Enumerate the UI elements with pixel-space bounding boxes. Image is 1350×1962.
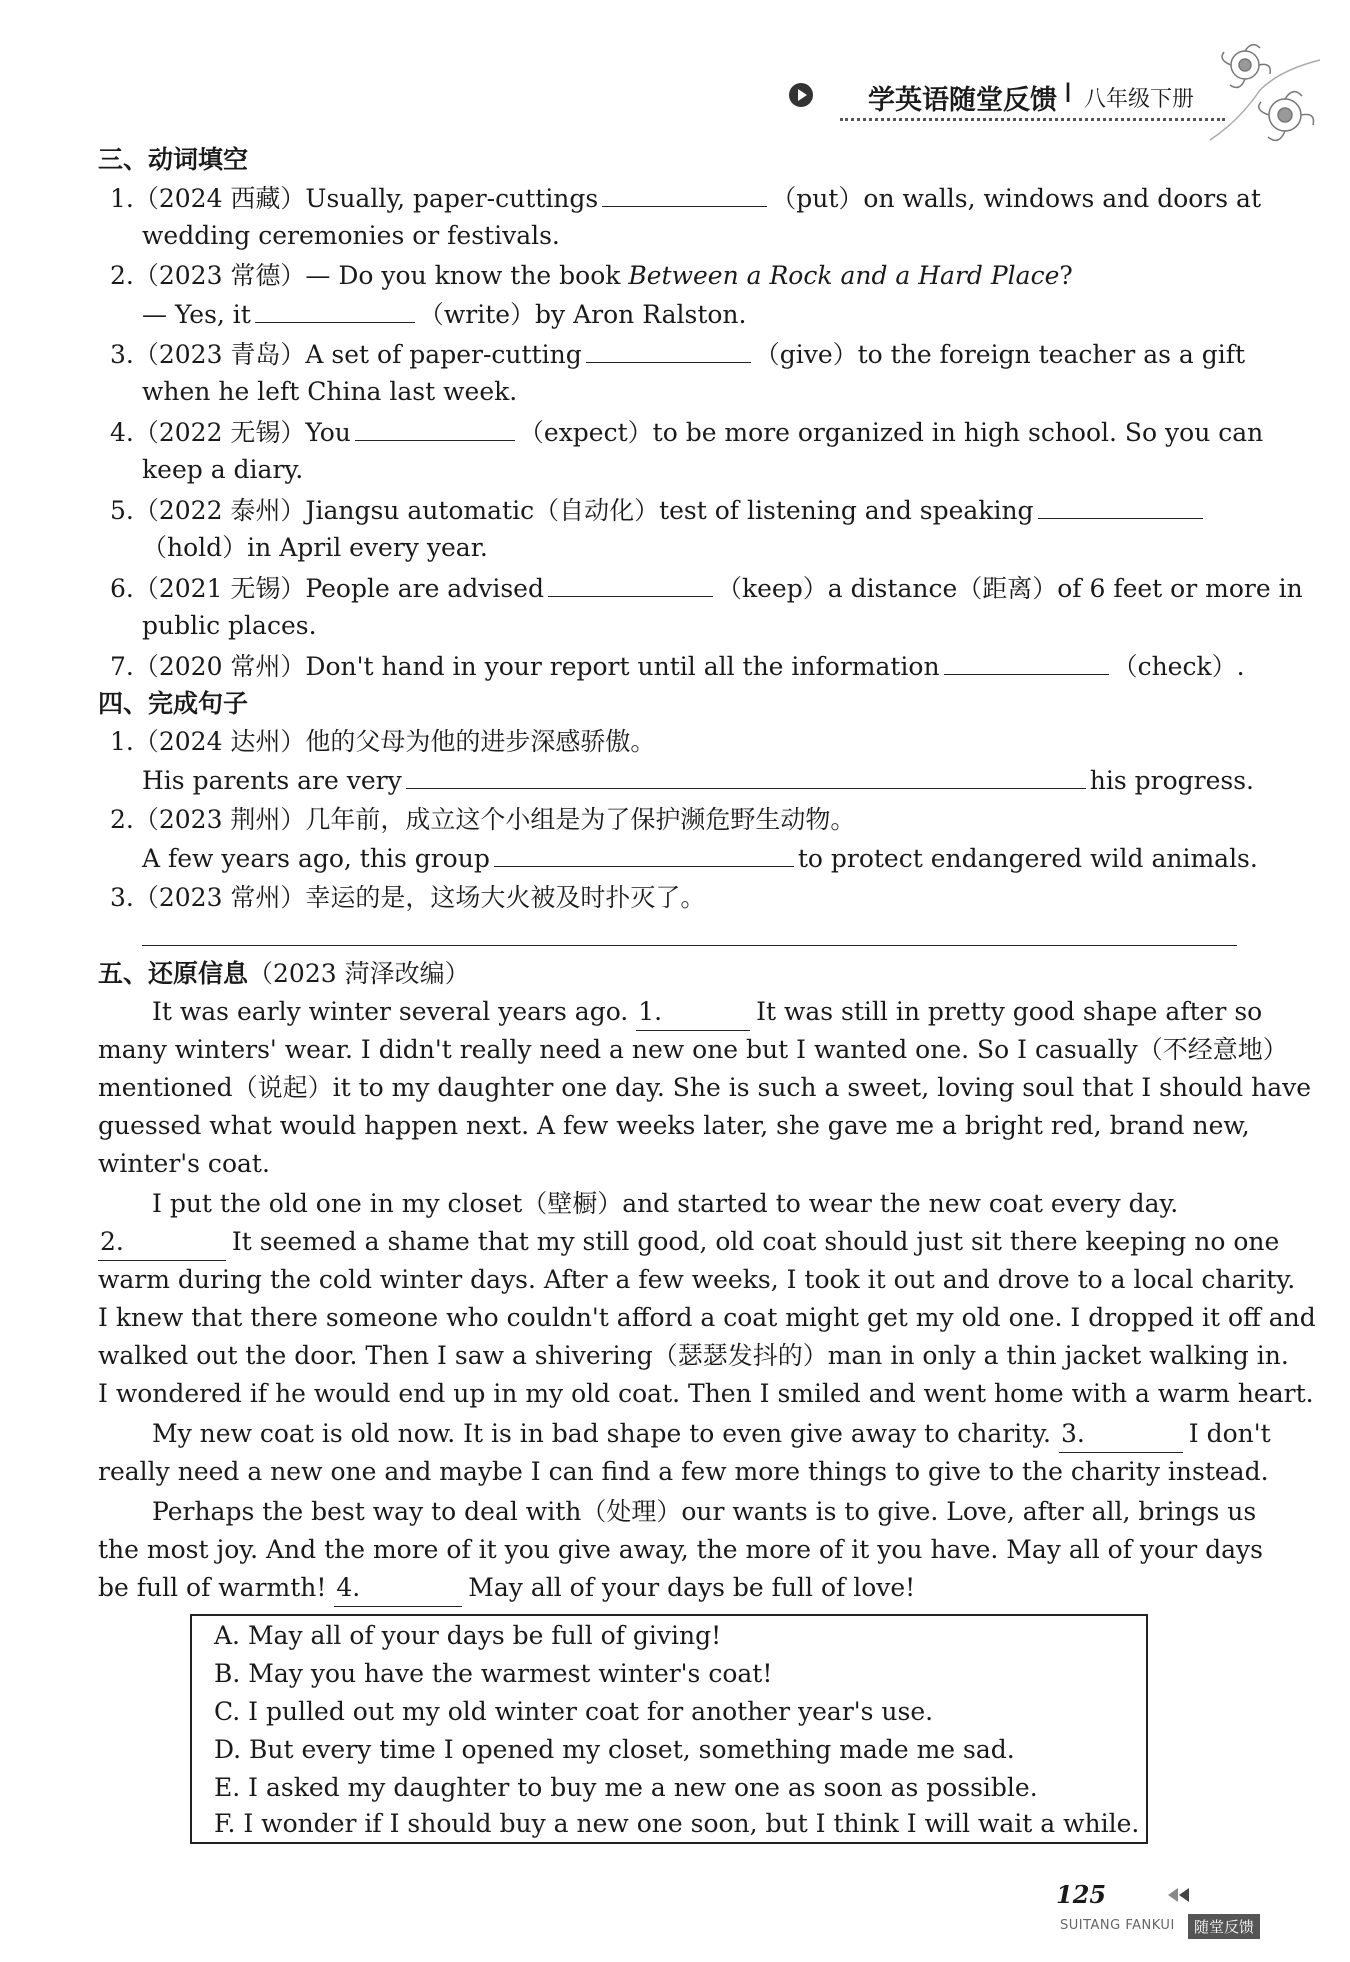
list-item: 5.（2022 泰州）Jiangsu automatic（自动化）test of listening and speaking [110, 492, 1207, 529]
paragraph-line: mentioned（说起）it to my daughter one day. She is such a sweet, loving soul that I should have [98, 1073, 1312, 1102]
section-title-complete-sentences: 四、完成句子 [98, 689, 249, 718]
answer-blank[interactable] [548, 570, 713, 597]
option-d: D. But every time I opened my closet, something made me sad. [214, 1735, 1015, 1764]
header-subtitle: 八年级下册 [1084, 87, 1195, 112]
section-source: （2023 菏泽改编） [248, 959, 470, 988]
section-title-restore-info: 五、还原信息（2023 菏泽改编） [98, 959, 470, 988]
paragraph-line: I wondered if he would end up in my old coat. Then I smiled and went home with a warm heart. [98, 1379, 1314, 1408]
paragraph-line: I put the old one in my closet（壁橱）and started to wear the new coat every day. [152, 1189, 1179, 1218]
page-header [788, 78, 1258, 128]
answer-blank[interactable] [1038, 492, 1203, 519]
option-c: C. I pulled out my old winter coat for another year's use. [214, 1697, 934, 1726]
list-item-continued: public places. [142, 611, 317, 640]
list-item-continued: A few years ago, this group to protect endangered wild animals. [142, 840, 1258, 877]
footer-brand [1060, 1912, 1270, 1938]
paragraph-line: walked out the door. Then I saw a shivering（瑟瑟发抖的）man in only a thin jacket walking in. [98, 1341, 1289, 1370]
list-item: 7.（2020 常州）Don't hand in your report until all the information （check）. [110, 648, 1245, 685]
paragraph-line: 2. It seemed a shame that my still good, old coat should just sit there keeping no one [98, 1224, 1279, 1261]
answer-line[interactable] [142, 945, 1237, 946]
option-b: B. May you have the warmest winter's coat! [214, 1659, 773, 1688]
list-item-continued: keep a diary. [142, 455, 304, 484]
header-title: 学英语随堂反馈 [868, 85, 1057, 116]
paragraph-line: Perhaps the best way to deal with（处理）our wants is to give. Love, after all, brings us [152, 1497, 1257, 1526]
section-title-verb-fill: 三、动词填空 [98, 145, 249, 174]
paragraph-line: many winters' wear. I didn't really need a new one but I wanted one. So I casually（不经意地） [98, 1035, 1288, 1064]
page-number: 125 [1056, 1880, 1107, 1909]
answer-blank[interactable] [406, 762, 1086, 789]
paragraph-line: the most joy. And the more of it you give away, the more of it you have. May all of your days [98, 1535, 1263, 1564]
double-arrow-left-icon [1168, 1888, 1190, 1902]
paragraph-line: I knew that there someone who couldn't afford a coat might get my old one. I dropped it off and [98, 1303, 1316, 1332]
answer-blank[interactable] [494, 840, 794, 867]
paragraph-line: It was early winter several years ago. 1. It was still in pretty good shape after so [152, 994, 1262, 1031]
paragraph-line: really need a new one and maybe I can find a few more things to give to the charity instead. [98, 1457, 1269, 1486]
passage-blank-1[interactable]: 1. [636, 994, 750, 1031]
passage-blank-3[interactable]: 3. [1059, 1416, 1183, 1453]
paragraph-line: My new coat is old now. It is in bad shape to even give away to charity. 3. I don't [152, 1416, 1271, 1453]
header-separator: I [1064, 78, 1072, 109]
answer-blank[interactable] [255, 296, 415, 323]
list-item: 2.（2023 荆州）几年前，成立这个小组是为了保护濒危野生动物。 [110, 805, 856, 834]
header-dotted-rule [840, 118, 1225, 121]
footer-brand-en: SUITANG FANKUI [1060, 1918, 1175, 1933]
paragraph-line: winter's coat. [98, 1149, 270, 1178]
option-f: F. I wonder if I should buy a new one soon, but I think I will wait a while. [214, 1809, 1140, 1838]
flower-decoration-icon [1200, 30, 1330, 160]
list-item-continued: when he left China last week. [142, 377, 518, 406]
play-circle-icon [788, 82, 814, 108]
list-item-continued: wedding ceremonies or festivals. [142, 221, 560, 250]
paragraph-line: be full of warmth! 4. May all of your days be full of love! [98, 1570, 915, 1607]
list-item: 3.（2023 青岛）A set of paper-cutting （give）to the foreign teacher as a gift [110, 336, 1245, 373]
book-title: Between a Rock and a Hard Place [628, 261, 1060, 290]
list-item: 4.（2022 无锡）You （expect）to be more organized in high school. So you can [110, 414, 1263, 451]
list-item-continued: His parents are very his progress. [142, 762, 1254, 799]
paragraph-line: warm during the cold winter days. After a few weeks, I took it out and drove to a local charity. [98, 1265, 1296, 1294]
answer-blank[interactable] [602, 180, 767, 207]
list-item: 1.（2024 达州）他的父母为他的进步深感骄傲。 [110, 727, 656, 756]
list-item: 2.（2023 常德）— Do you know the book Between a Rock and a Hard Place? [110, 261, 1073, 290]
answer-blank[interactable] [355, 414, 515, 441]
list-item-continued: （hold）in April every year. [142, 533, 488, 562]
list-item: 1.（2024 西藏）Usually, paper-cuttings （put）on walls, windows and doors at [110, 180, 1240, 217]
paragraph-line: guessed what would happen next. A few weeks later, she gave me a bright red, brand new, [98, 1111, 1250, 1140]
passage-blank-2[interactable]: 2. [98, 1224, 226, 1261]
answer-blank[interactable] [586, 336, 751, 363]
options-box [190, 1614, 1148, 1844]
list-item: 6.（2021 无锡）People are advised （keep）a distance（距离）of 6 feet or more in [110, 570, 1303, 607]
list-item: 3.（2023 常州）幸运的是，这场大火被及时扑灭了。 [110, 883, 706, 912]
list-item-continued: — Yes, it （write）by Aron Ralston. [142, 296, 746, 333]
option-a: A. May all of your days be full of giving! [214, 1621, 722, 1650]
option-e: E. I asked my daughter to buy me a new one as soon as possible. [214, 1773, 1038, 1802]
answer-blank[interactable] [944, 648, 1109, 675]
footer-brand-tag: 随堂反馈 [1188, 1914, 1260, 1939]
passage-blank-4[interactable]: 4. [334, 1570, 462, 1607]
